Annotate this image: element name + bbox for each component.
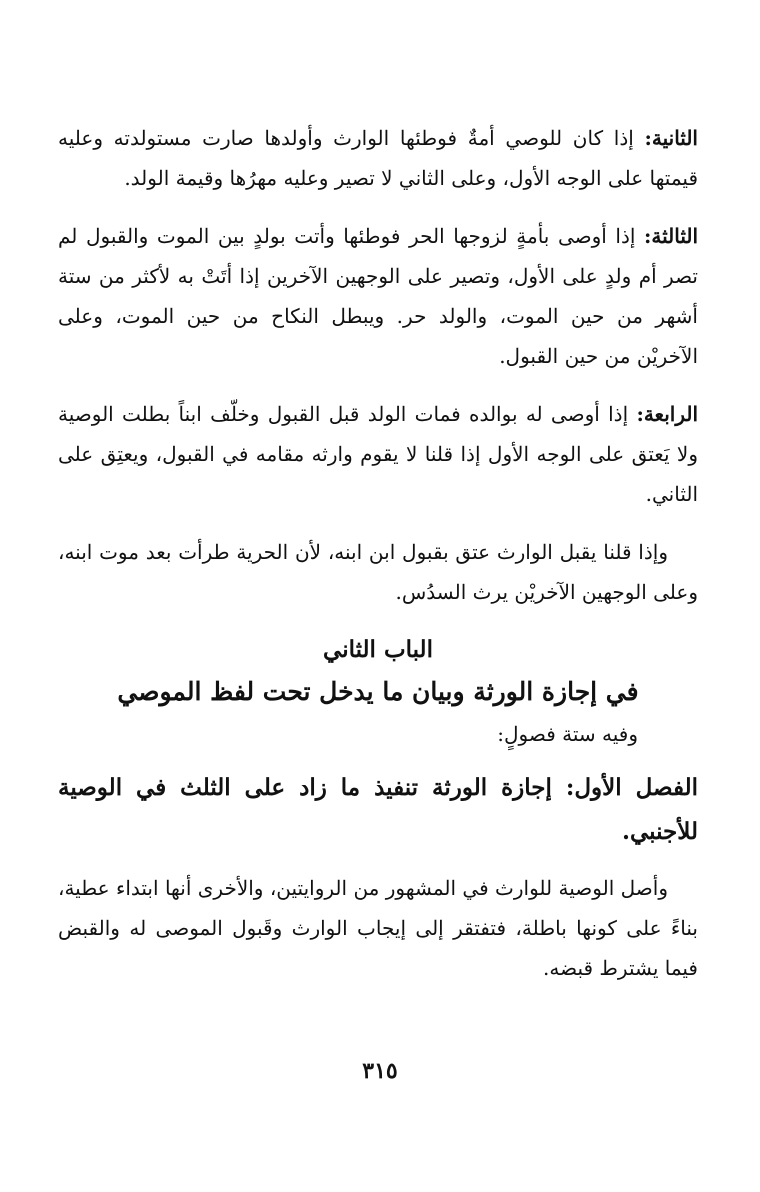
paragraph-lead: الثالثة: — [643, 224, 698, 248]
paragraph-third-case — [58, 216, 698, 376]
paragraph-lead: الرابعة: — [636, 402, 698, 426]
page-body — [58, 118, 698, 1006]
paragraph-text: وإذا قلنا يقبل الوارث عتق بقبول ابن ابنه، لأن الحرية طرأت بعد موت ابنه، وعلى الوجهين الآخريْن يرث السدُس. — [58, 540, 698, 604]
chapter-subtitle: في إجازة الورثة وبيان ما يدخل تحت لفظ الموصي — [117, 677, 639, 706]
paragraph-lead: الثانية: — [644, 126, 698, 150]
chapter-title: الباب الثاني — [323, 636, 433, 663]
paragraph-text: إذا أوصى بأمةٍ لزوجها الحر فوطئها وأتت بولدٍ بين الموت والقبول لم تصر أم ولدٍ على الأول، وتصير على الوجهين الآخرين إذا أتَتْ به لأكثر من ستة أشهر من حين الموت، والولد حر. ويبطل النكاح من حين الموت، وعلى الآخريْن من حين القبول. — [58, 224, 698, 368]
paragraph-inheritance-note — [58, 532, 698, 612]
paragraph-text: إذا أوصى له بوالده فمات الولد قبل القبول وخلّف ابناً بطلت الوصية ولا يَعتق على الوجه الأول إذا قلنا لا يقوم وارثه مقامه في القبول، ويعتِق على الثاني. — [58, 402, 698, 506]
section-heading: الفصل الأول: إجازة الورثة تنفيذ ما زاد على الثلث في الوصية للأجنبي. — [58, 774, 698, 845]
chapter-note: وفيه ستة فصولٍ: — [497, 722, 638, 746]
paragraph-fourth-case — [58, 394, 698, 514]
section-body: وأصل الوصية للوارث في المشهور من الروايتين، والأخرى أنها ابتداء عطية، بناءً على كونها باطلة، فتفتقر إلى إيجاب الوارث وقَبول الموصى له والقبض فيما يشترط قبضه. — [58, 876, 698, 980]
paragraph-second-case — [58, 118, 698, 198]
paragraph-text: إذا كان للوصي أمةٌ فوطئها الوارث وأولدها صارت مستولدته وعليه قيمتها على الوجه الأول، وعلى الثاني لا تصير وعليه مهرُها وقيمة الولد. — [58, 126, 698, 190]
page-number: ٣١٥ — [362, 1058, 398, 1084]
